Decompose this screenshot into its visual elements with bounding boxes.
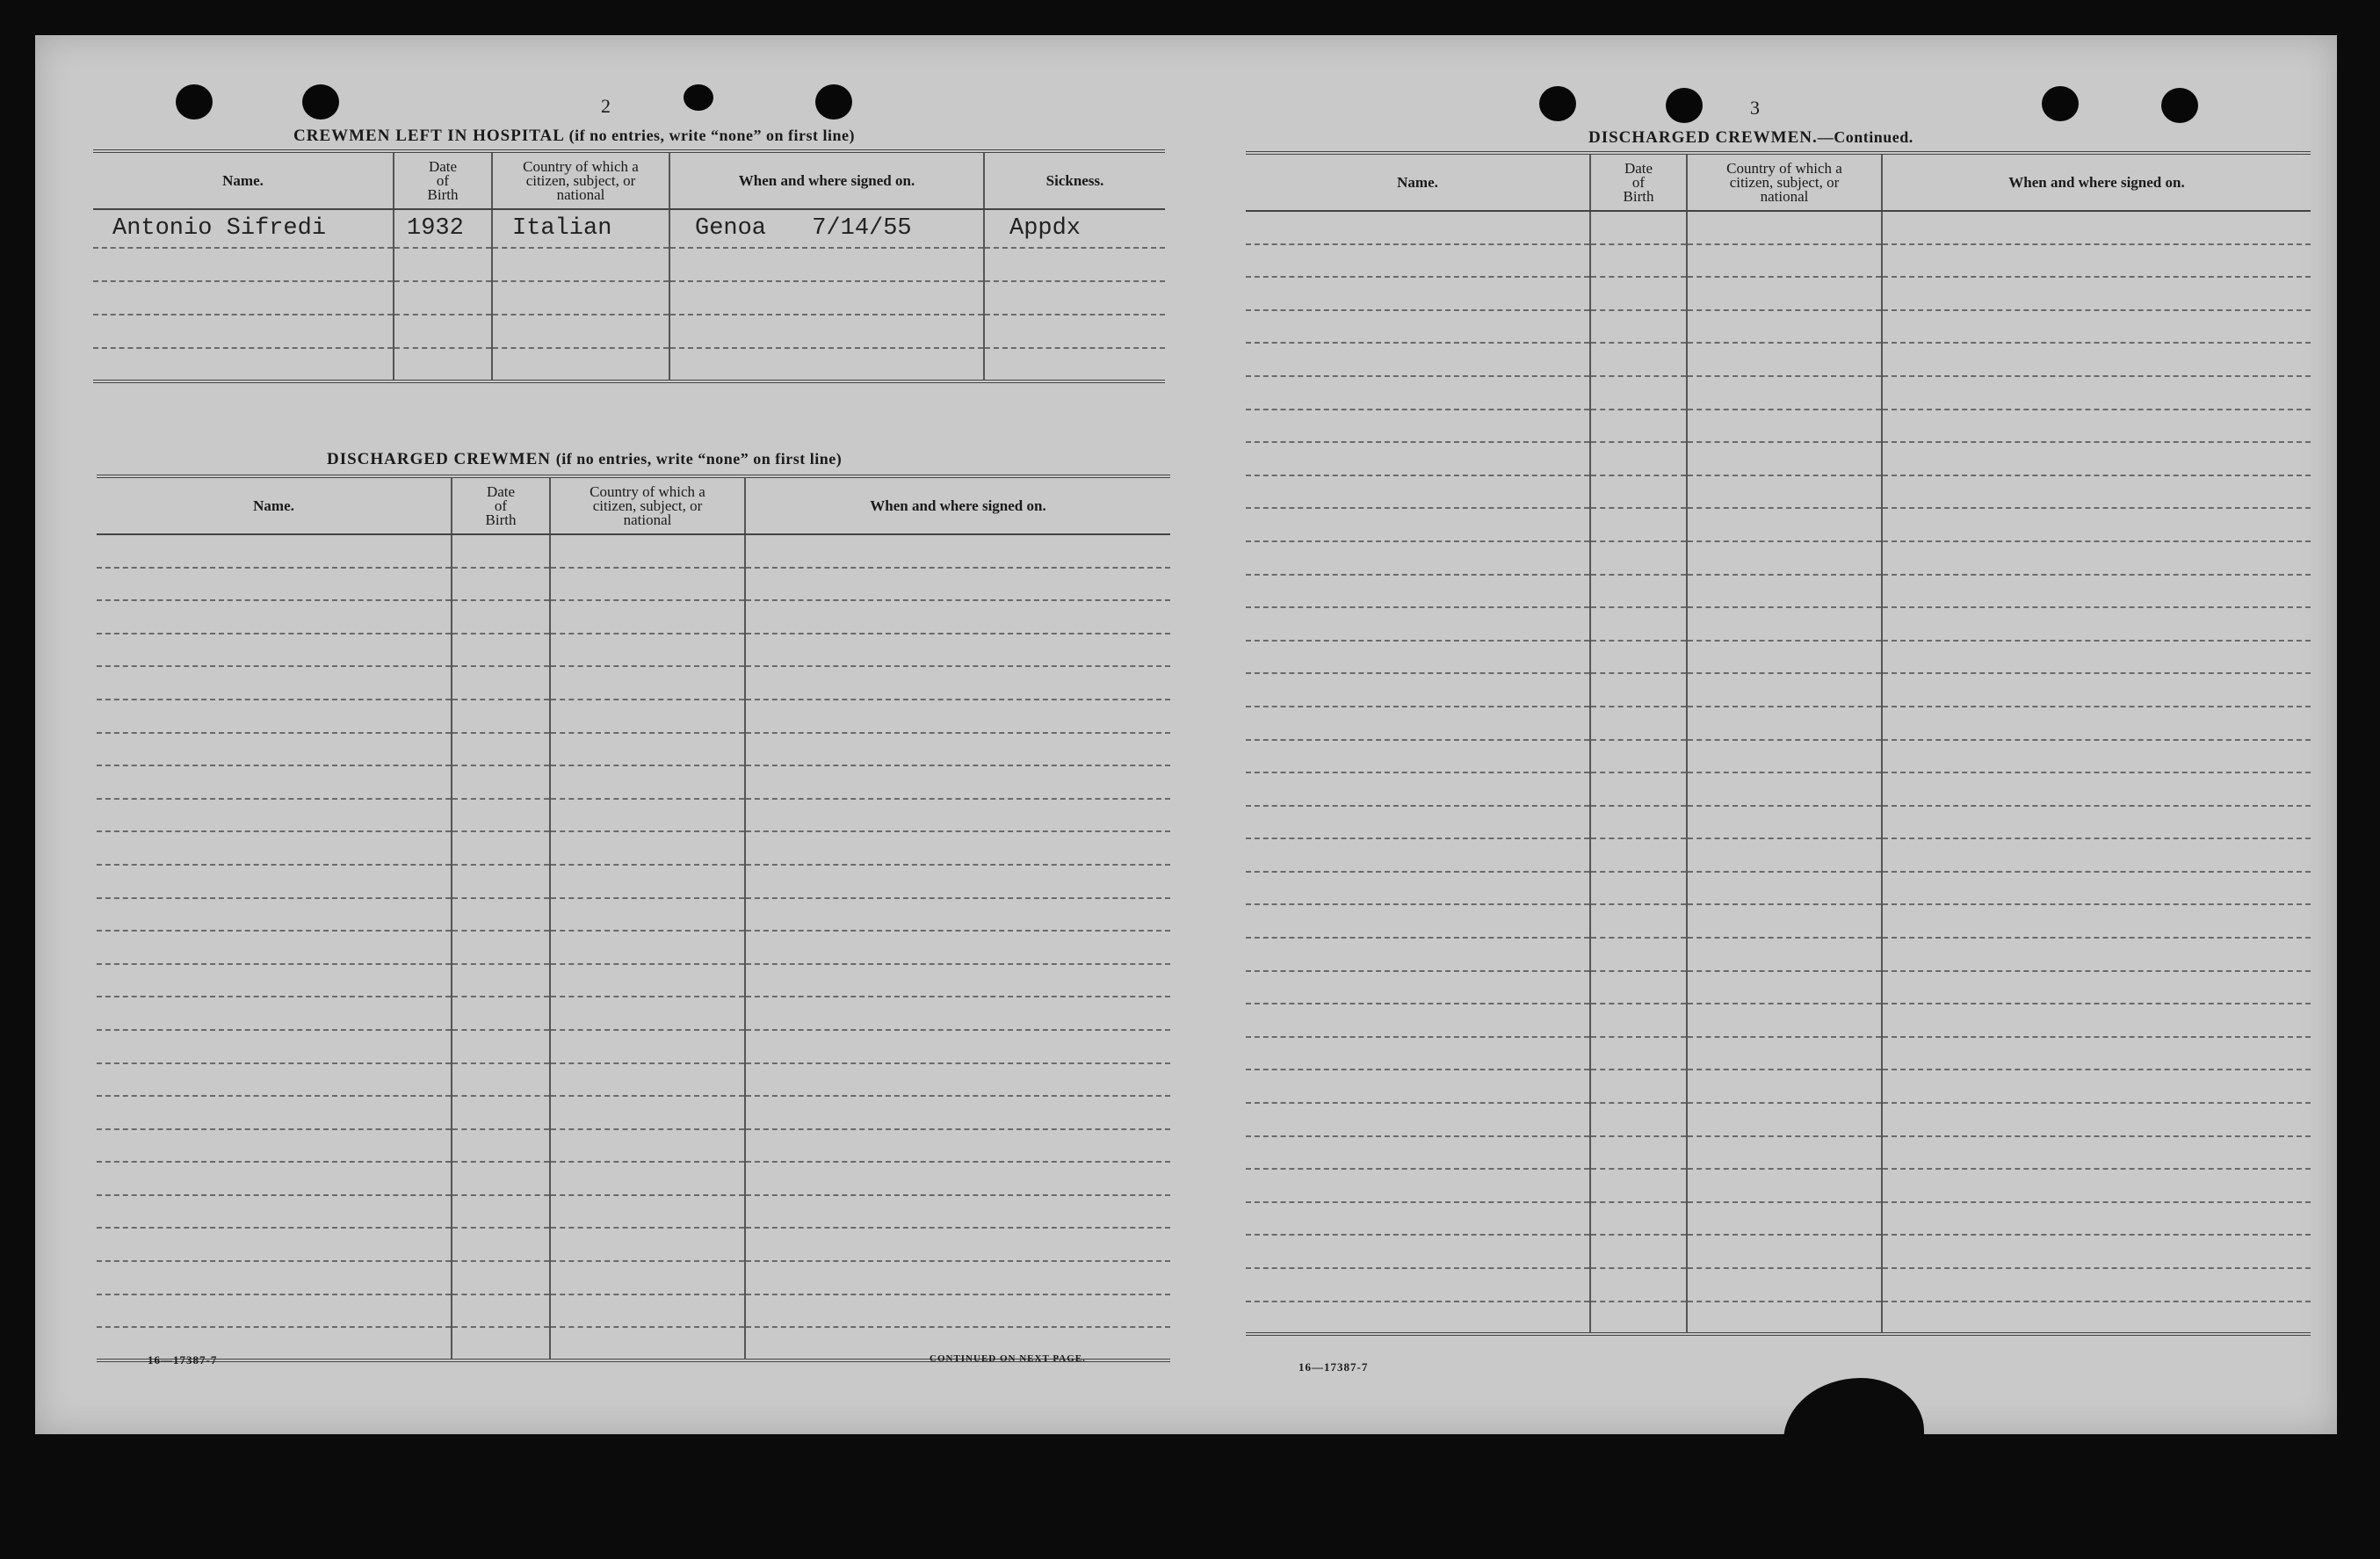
table-row: [97, 1096, 1170, 1129]
dob-line: of: [436, 171, 450, 189]
entry-signed-date: 7/14/55: [812, 215, 912, 242]
table-row: [97, 600, 1170, 634]
dob-line: of: [1631, 173, 1646, 191]
table-row: [1246, 607, 2311, 641]
col-signed-header: When and where signed on.: [669, 151, 984, 209]
discharged-continued-title: [1588, 128, 1913, 148]
entry-dob: 1932: [394, 209, 492, 248]
table-row: [1246, 1169, 2311, 1202]
table-row: [97, 964, 1170, 997]
col-country-header: [1687, 153, 1882, 211]
page-edge-notch: [0, 729, 19, 750]
table-row: [1246, 806, 2311, 839]
table-row: [97, 765, 1170, 799]
col-name-header: Name.: [1246, 153, 1590, 211]
table-row: [1246, 410, 2311, 443]
table-row: [1246, 772, 2311, 806]
table-row: [1246, 1136, 2311, 1170]
punch-hole: [176, 84, 213, 120]
table-row: [1246, 575, 2311, 608]
country-line: citizen, subject, or: [1729, 173, 1840, 191]
table-row: [1246, 376, 2311, 410]
discharged-rows-left: [97, 534, 1170, 1360]
entry-sickness: Appdx: [984, 209, 1165, 248]
table-row: [1246, 508, 2311, 541]
col-signed-header: When and where signed on.: [1882, 153, 2311, 211]
table-row: [97, 1162, 1170, 1195]
country-line: Country of which a: [590, 482, 705, 500]
table-row: [97, 997, 1170, 1030]
page-number: 2: [601, 95, 611, 117]
table-row: [1246, 277, 2311, 310]
table-row: [97, 1063, 1170, 1097]
table-row: [1246, 1004, 2311, 1037]
punch-hole: [1666, 88, 1703, 123]
hospital-title-text: CREWMEN LEFT IN HOSPITAL: [293, 127, 564, 145]
dob-line: Date: [486, 482, 516, 500]
table-row: [1246, 442, 2311, 475]
table-row: [1246, 971, 2311, 1004]
form-number: 16—17387-7: [1299, 1360, 1369, 1374]
col-country-header: [550, 476, 745, 534]
discharged-table-left: [97, 475, 1170, 1362]
hospital-table: [93, 149, 1165, 383]
table-row: [1246, 673, 2311, 707]
table-row: [97, 534, 1170, 568]
country-line: citizen, subject, or: [592, 497, 703, 514]
table-row: [97, 666, 1170, 700]
discharged-title-text: DISCHARGED CREWMEN: [327, 450, 551, 468]
punch-hole: [2161, 88, 2198, 123]
discharged-section-title: [327, 450, 842, 469]
table-row: [1246, 641, 2311, 674]
table-row: [97, 700, 1170, 733]
table-row: [97, 898, 1170, 932]
table-row: [1246, 211, 2311, 244]
table-row: [97, 1294, 1170, 1328]
col-signed-header: When and where signed on.: [745, 476, 1170, 534]
discharged-table-right: [1246, 151, 2311, 1336]
table-row: [97, 865, 1170, 898]
dob-line: Birth: [485, 511, 517, 528]
col-country-header: [492, 151, 669, 209]
table-row: [97, 568, 1170, 601]
dob-line: Birth: [427, 185, 459, 203]
dob-line: of: [494, 497, 508, 514]
table-row: [97, 931, 1170, 964]
table-row: [1246, 1037, 2311, 1070]
table-row: [97, 1195, 1170, 1229]
punch-hole: [1539, 86, 1576, 121]
table-row: [93, 281, 1165, 315]
table-row: [1246, 838, 2311, 872]
col-dob-header: [1590, 153, 1687, 211]
table-row: [93, 209, 1165, 248]
table-row: [1246, 1268, 2311, 1302]
table-row: [1246, 541, 2311, 575]
table-row: [97, 1261, 1170, 1294]
country-line: citizen, subject, or: [525, 171, 636, 189]
hospital-subtitle-text: (if no entries, write “none” on first line): [568, 127, 856, 144]
table-row: [97, 1030, 1170, 1063]
table-row: [1246, 475, 2311, 509]
dob-line: Birth: [1623, 187, 1654, 205]
table-row: [1246, 1202, 2311, 1236]
table-row: [1246, 707, 2311, 740]
table-row: [93, 315, 1165, 348]
table-row: [97, 1228, 1170, 1261]
hospital-section-title: [293, 127, 855, 146]
table-row: [1246, 872, 2311, 905]
entry-signed-place: Genoa: [695, 215, 767, 242]
form-sheet: [35, 35, 2337, 1434]
table-row: [1246, 343, 2311, 376]
table-row: [1246, 938, 2311, 971]
discharged-subtitle-text: (if no entries, write “none” on first line): [555, 450, 843, 468]
country-line: national: [623, 511, 672, 528]
table-row: [1246, 1302, 2311, 1335]
table-row: [1246, 904, 2311, 938]
table-row: [97, 831, 1170, 865]
entry-name: Antonio Sifredi: [93, 209, 394, 248]
col-dob-header: [394, 151, 492, 209]
col-name-header: Name.: [93, 151, 394, 209]
table-row: [97, 733, 1170, 766]
country-line: Country of which a: [523, 157, 639, 175]
page-number: 3: [1750, 97, 1760, 119]
discharged-continued-subtitle: —Continued.: [1817, 128, 1913, 146]
table-row: [1246, 244, 2311, 278]
country-line: national: [556, 185, 605, 203]
table-row: [1246, 740, 2311, 773]
discharged-rows-right: [1246, 211, 2311, 1334]
table-row: [1246, 1235, 2311, 1268]
country-line: Country of which a: [1726, 159, 1842, 177]
table-row: [97, 634, 1170, 667]
discharged-continued-title-text: DISCHARGED CREWMEN.: [1588, 128, 1818, 147]
table-row: [1246, 1070, 2311, 1103]
dob-line: Date: [428, 157, 458, 175]
table-row: [93, 348, 1165, 381]
punch-hole: [684, 84, 713, 111]
punch-hole: [2042, 86, 2079, 121]
col-dob-header: [452, 476, 550, 534]
dob-line: Date: [1624, 159, 1653, 177]
entry-signed: [669, 209, 984, 248]
table-row: [93, 248, 1165, 281]
table-row: [1246, 310, 2311, 344]
table-row: [1246, 1103, 2311, 1136]
punch-hole: [302, 84, 339, 120]
table-row: [97, 799, 1170, 832]
col-sickness-header: Sickness.: [984, 151, 1165, 209]
continued-note: CONTINUED ON NEXT PAGE.: [930, 1353, 1086, 1364]
punch-hole: [815, 84, 852, 120]
table-row: [97, 1129, 1170, 1163]
country-line: national: [1760, 187, 1809, 205]
form-number: 16—17387-7: [148, 1353, 218, 1367]
entry-country: Italian: [492, 209, 669, 248]
col-name-header: Name.: [97, 476, 452, 534]
